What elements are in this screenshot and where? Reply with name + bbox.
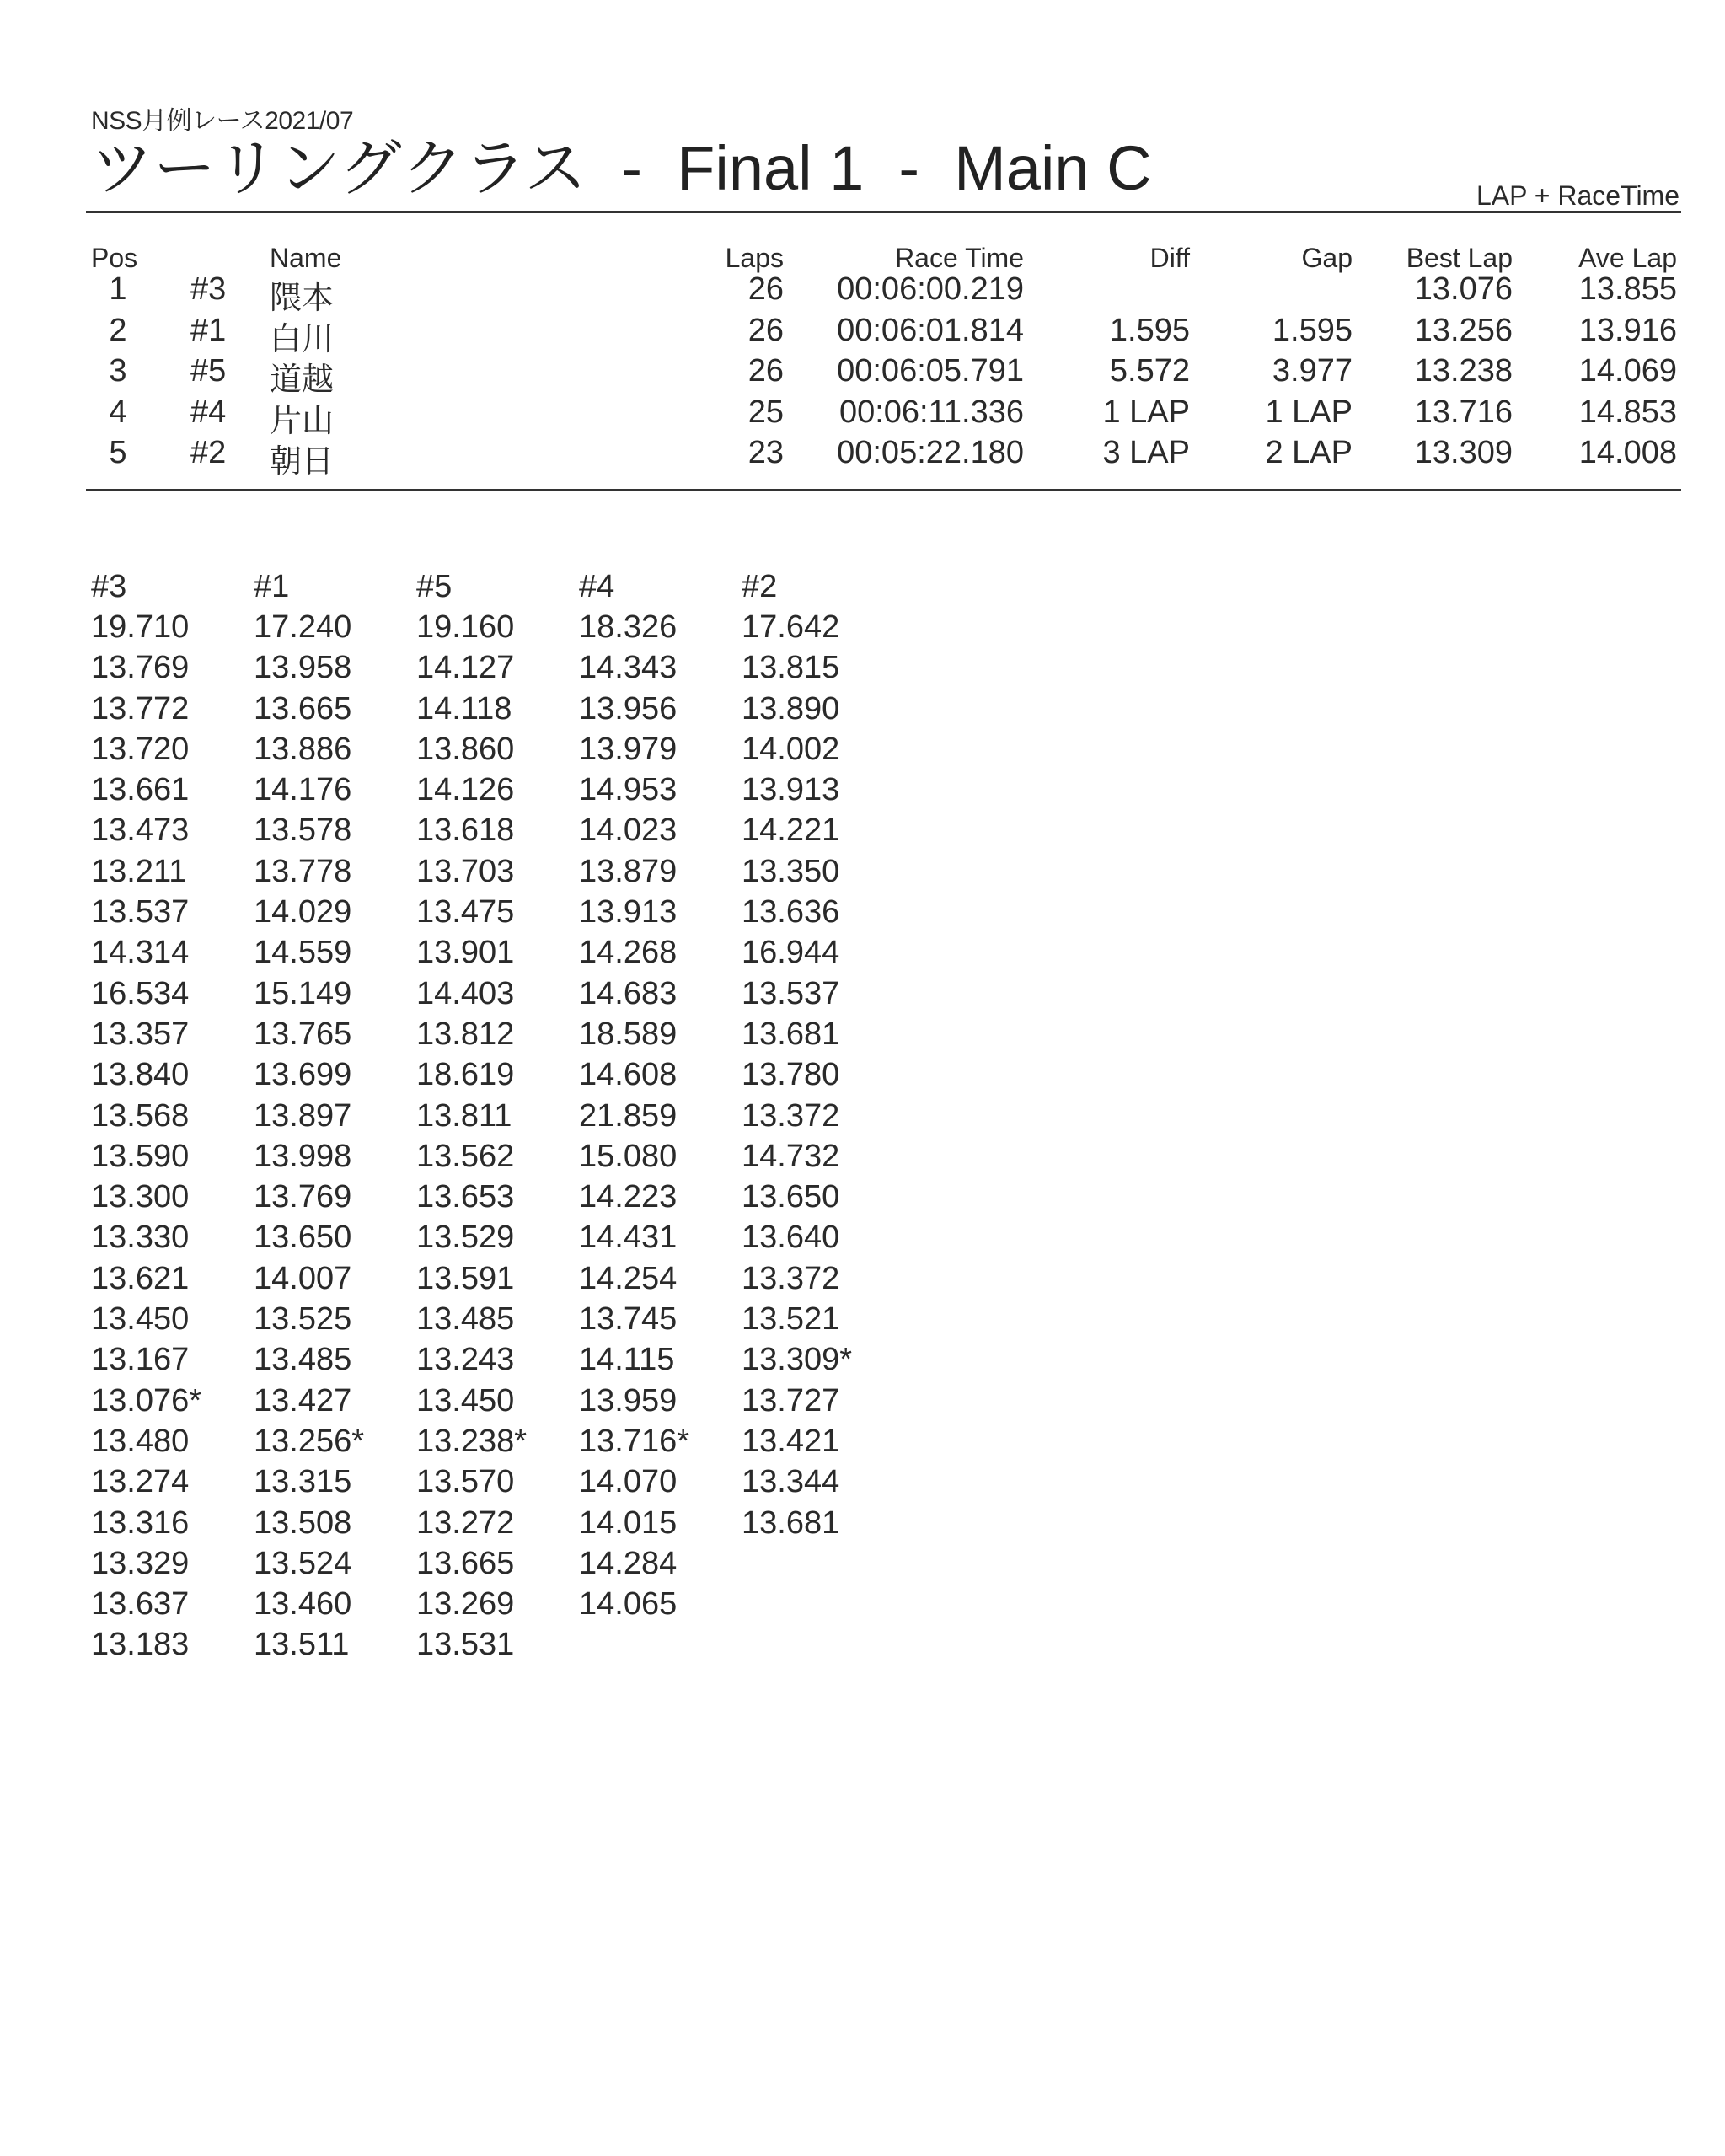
lap-time: 17.240 [254, 609, 352, 645]
lap-time: 14.683 [579, 975, 678, 1011]
result-laps: 26 [747, 312, 784, 348]
lap-column [416, 566, 576, 1665]
lap-time: 13.256* [254, 1423, 365, 1459]
lap-time: 14.126 [416, 772, 515, 808]
lap-time: 14.070 [579, 1464, 678, 1500]
lap-time: 14.254 [579, 1260, 678, 1296]
lap-column-car-number: #1 [254, 569, 290, 604]
result-row [0, 271, 1725, 316]
result-name: 片山 [270, 403, 335, 439]
lap-time: 13.653 [416, 1179, 515, 1215]
lap-time: 13.636 [742, 894, 840, 931]
lap-time: 13.570 [416, 1464, 515, 1500]
result-name: 隈本 [270, 281, 335, 316]
lap-time: 13.315 [254, 1464, 352, 1500]
col-header-ave-lap: Ave Lap [1578, 243, 1677, 273]
result-car: #2 [190, 435, 227, 470]
result-best-lap: 13.076 [1414, 271, 1513, 307]
lap-time: 13.720 [91, 731, 190, 767]
result-laps: 26 [747, 353, 784, 389]
lap-time: 14.176 [254, 772, 352, 808]
lap-column-car-number: #2 [742, 569, 778, 604]
lap-time: 13.357 [91, 1016, 190, 1052]
lap-time: 13.681 [742, 1504, 840, 1541]
lap-time: 15.149 [254, 975, 352, 1011]
lap-time: 14.284 [579, 1545, 678, 1581]
lap-time: 13.485 [416, 1301, 515, 1338]
result-car: #5 [190, 353, 227, 389]
lap-time: 13.309* [742, 1342, 853, 1378]
lap-time: 13.840 [91, 1057, 190, 1093]
result-pos: 5 [109, 435, 127, 470]
col-header-race-time: Race Time [895, 243, 1024, 273]
result-gap: 1.595 [1272, 312, 1353, 348]
lap-time: 13.640 [742, 1220, 840, 1256]
lap-time: 13.076* [91, 1382, 202, 1419]
col-header-laps: Laps [725, 243, 784, 273]
lap-time: 13.815 [742, 650, 840, 686]
lap-time: 13.699 [254, 1057, 352, 1093]
lap-time: 18.619 [416, 1057, 515, 1093]
lap-time: 13.901 [416, 935, 515, 971]
col-header-best-lap: Best Lap [1406, 243, 1513, 273]
lap-time: 14.065 [579, 1586, 678, 1622]
result-ave-lap: 14.069 [1578, 353, 1677, 389]
lap-column-car-number: #3 [91, 569, 127, 604]
lap-time: 13.183 [91, 1627, 190, 1663]
lap-time: 14.029 [254, 894, 352, 931]
lap-time: 13.578 [254, 813, 352, 849]
lap-time: 13.269 [416, 1586, 515, 1622]
lap-time: 13.618 [416, 813, 515, 849]
result-race-time: 00:06:11.336 [838, 394, 1024, 430]
result-laps: 23 [747, 435, 784, 470]
lap-time: 13.529 [416, 1220, 515, 1256]
result-best-lap: 13.256 [1414, 312, 1513, 348]
lap-time: 14.608 [579, 1057, 678, 1093]
lap-column [91, 566, 251, 1665]
lap-time: 14.015 [579, 1504, 678, 1541]
lap-time: 13.979 [579, 731, 678, 767]
result-car: #3 [190, 271, 227, 307]
result-ave-lap: 14.008 [1578, 435, 1677, 470]
lap-time: 21.859 [579, 1097, 678, 1134]
result-pos: 1 [109, 271, 127, 307]
lap-time: 14.221 [742, 813, 840, 849]
lap-time: 13.769 [254, 1179, 352, 1215]
lap-time: 19.160 [416, 609, 515, 645]
result-diff: 3 LAP [1102, 435, 1190, 470]
lap-time: 14.953 [579, 772, 678, 808]
event-subtitle: NSS月例レース2021/07 [91, 107, 354, 135]
lap-time: 13.450 [91, 1301, 190, 1338]
lap-time: 16.944 [742, 935, 840, 971]
lap-time: 13.772 [91, 690, 190, 727]
result-best-lap: 13.238 [1414, 353, 1513, 389]
lap-time: 13.681 [742, 1016, 840, 1052]
lap-time: 14.223 [579, 1179, 678, 1215]
result-ave-lap: 13.916 [1578, 312, 1677, 348]
lap-time: 13.879 [579, 853, 678, 889]
result-ave-lap: 14.853 [1578, 394, 1677, 430]
result-best-lap: 13.309 [1414, 435, 1513, 470]
lap-time: 13.897 [254, 1097, 352, 1134]
lap-time: 13.521 [742, 1301, 840, 1338]
lap-column-car-number: #4 [579, 569, 615, 604]
col-header-name: Name [270, 243, 342, 273]
lap-time: 14.118 [416, 690, 512, 727]
result-race-time: 00:06:05.791 [837, 353, 1024, 389]
lap-time: 13.860 [416, 731, 515, 767]
lap-time: 13.745 [579, 1301, 678, 1338]
lap-time: 13.316 [91, 1504, 190, 1541]
lap-time: 16.534 [91, 975, 190, 1011]
lap-time: 13.778 [254, 853, 352, 889]
lap-time: 13.650 [254, 1220, 352, 1256]
lap-column [742, 566, 902, 1543]
lap-time: 13.956 [579, 690, 678, 727]
result-name: 道越 [270, 362, 335, 398]
lap-time: 19.710 [91, 609, 190, 645]
lap-time: 13.238* [416, 1423, 528, 1459]
lap-time: 14.007 [254, 1260, 352, 1296]
result-pos: 4 [109, 394, 127, 430]
lap-time: 13.958 [254, 650, 352, 686]
lap-time: 13.703 [416, 853, 515, 889]
lap-time: 13.511 [254, 1627, 350, 1663]
lap-time: 13.665 [254, 690, 352, 727]
lap-time: 15.080 [579, 1138, 678, 1174]
lap-time: 13.372 [742, 1260, 840, 1296]
result-diff: 1.595 [1109, 312, 1190, 348]
result-gap: 3.977 [1272, 353, 1353, 389]
lap-time: 14.314 [91, 935, 190, 971]
result-row [0, 312, 1725, 357]
lap-time: 14.115 [579, 1342, 675, 1378]
result-diff: 1 LAP [1102, 394, 1190, 430]
result-name: 白川 [270, 321, 335, 357]
lap-time: 13.460 [254, 1586, 352, 1622]
result-row [0, 435, 1725, 480]
lap-time: 13.765 [254, 1016, 352, 1052]
lap-time: 13.427 [254, 1382, 352, 1419]
lap-time: 14.403 [416, 975, 515, 1011]
lap-time: 13.300 [91, 1179, 190, 1215]
lap-time: 13.913 [742, 772, 840, 808]
result-ave-lap: 13.855 [1578, 271, 1677, 307]
lap-time: 13.650 [742, 1179, 840, 1215]
lap-time: 14.732 [742, 1138, 840, 1174]
lap-time: 13.508 [254, 1504, 352, 1541]
lap-time: 13.421 [742, 1423, 840, 1459]
lap-time: 13.665 [416, 1545, 515, 1581]
lap-time: 13.524 [254, 1545, 352, 1581]
lap-time: 18.326 [579, 609, 678, 645]
result-gap: 2 LAP [1265, 435, 1353, 470]
lap-time: 13.811 [416, 1097, 512, 1134]
lap-time: 13.485 [254, 1342, 352, 1378]
lap-time: 13.661 [91, 772, 190, 808]
lap-column [254, 566, 414, 1665]
result-diff: 5.572 [1109, 353, 1190, 389]
lap-time: 13.590 [91, 1138, 190, 1174]
result-laps: 26 [747, 271, 784, 307]
lap-time: 13.525 [254, 1301, 352, 1338]
result-pos: 3 [109, 353, 127, 389]
col-header-gap: Gap [1301, 243, 1353, 273]
lap-time: 13.243 [416, 1342, 515, 1378]
lap-column-car-number: #5 [416, 569, 453, 604]
lap-time: 13.473 [91, 813, 190, 849]
results-rule [86, 489, 1681, 491]
page-title: ツーリングクラス - Final 1 - Main C [91, 133, 1152, 203]
result-name: 朝日 [270, 444, 335, 480]
result-car: #1 [190, 312, 227, 348]
report-type-label: LAP + RaceTime [1476, 180, 1679, 211]
lap-time: 14.023 [579, 813, 678, 849]
lap-time: 13.537 [91, 894, 190, 931]
lap-time: 13.329 [91, 1545, 190, 1581]
lap-time: 13.998 [254, 1138, 352, 1174]
result-row [0, 353, 1725, 398]
lap-time: 13.537 [742, 975, 840, 1011]
col-header-diff: Diff [1149, 243, 1190, 273]
lap-time: 13.475 [416, 894, 515, 931]
lap-time: 13.350 [742, 853, 840, 889]
lap-time: 14.127 [416, 650, 515, 686]
lap-column [579, 566, 739, 1624]
lap-time: 14.343 [579, 650, 678, 686]
lap-time: 13.812 [416, 1016, 515, 1052]
lap-time: 13.330 [91, 1220, 190, 1256]
lap-time: 14.268 [579, 935, 678, 971]
lap-time: 13.886 [254, 731, 352, 767]
lap-time: 13.372 [742, 1097, 840, 1134]
result-race-time: 00:05:22.180 [837, 435, 1024, 470]
col-header-pos: Pos [91, 243, 138, 273]
result-car: #4 [190, 394, 227, 430]
lap-time: 14.559 [254, 935, 352, 971]
lap-time: 13.890 [742, 690, 840, 727]
header-rule [86, 211, 1681, 213]
lap-time: 13.591 [416, 1260, 515, 1296]
lap-time: 13.167 [91, 1342, 190, 1378]
lap-time: 13.480 [91, 1423, 190, 1459]
lap-time: 13.344 [742, 1464, 840, 1500]
lap-time: 17.642 [742, 609, 840, 645]
lap-time: 13.531 [416, 1627, 515, 1663]
lap-time: 13.211 [91, 853, 187, 889]
result-row [0, 394, 1725, 439]
lap-time: 13.637 [91, 1586, 190, 1622]
lap-time: 13.272 [416, 1504, 515, 1541]
lap-time: 13.274 [91, 1464, 190, 1500]
lap-time: 13.568 [91, 1097, 190, 1134]
lap-time: 13.959 [579, 1382, 678, 1419]
result-race-time: 00:06:01.814 [837, 312, 1024, 348]
lap-time: 13.780 [742, 1057, 840, 1093]
result-pos: 2 [109, 312, 127, 348]
lap-time: 13.562 [416, 1138, 515, 1174]
lap-time: 14.002 [742, 731, 840, 767]
result-race-time: 00:06:00.219 [837, 271, 1024, 307]
lap-time: 13.769 [91, 650, 190, 686]
lap-time: 13.621 [91, 1260, 190, 1296]
lap-time: 18.589 [579, 1016, 678, 1052]
result-laps: 25 [747, 394, 784, 430]
result-best-lap: 13.716 [1414, 394, 1513, 430]
lap-time: 13.450 [416, 1382, 515, 1419]
lap-time: 13.913 [579, 894, 678, 931]
lap-time: 13.727 [742, 1382, 840, 1419]
result-gap: 1 LAP [1265, 394, 1353, 430]
lap-time: 13.716* [579, 1423, 690, 1459]
lap-time: 14.431 [579, 1220, 678, 1256]
